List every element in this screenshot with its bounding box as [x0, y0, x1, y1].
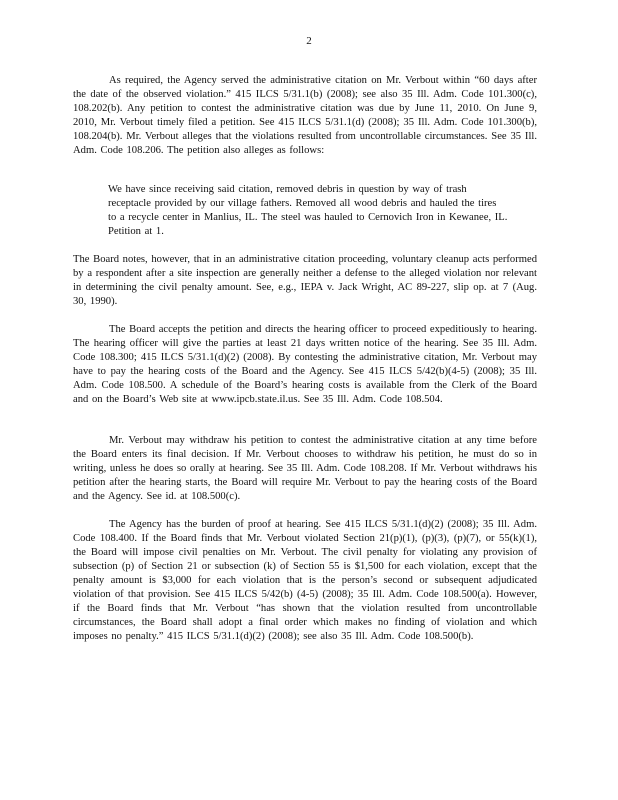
paragraph-board-notes: The Board notes, however, that in an administrative citation proceeding, voluntary cleanup acts performed by a respondent after a site inspection are generally neither a defense to the alleged violation nor relevant in determining the civil penalty amount. See, e.g., IEPA v. Jack Wright, AC 89-227, slip op. at 7 (Aug. 30, 1990). [73, 254, 537, 307]
paragraph-citation-service: As required, the Agency served the administrative citation on Mr. Verbout within “60 days after the date of the observed violation.” 415 ILCS 5/31.1(b) (2008); see also 35 Ill. Adm. Code 101.300(c), 108.202(b). Any petition to contest the administrative citation was due by June 11, 2010. On June 9, 2010, Mr. Verbout timely filed a petition. See 415 ILCS 5/31.1(d) (2008); 35 Ill. Adm. Code 101.300(b), 108.204(b). Mr. Verbout alleges that the violations resulted from uncontrollable circumstances. See 35 Ill. Adm. Code 108.206. The petition also alleges as follows: [73, 75, 537, 156]
paragraph-withdraw: Mr. Verbout may withdraw his petition to contest the administrative citation at any time before the Board enters its final decision. If Mr. Verbout chooses to withdraw his petition, he must do so in writing, unless he does so orally at hearing. See 35 Ill. Adm. Code 108.208. If Mr. Verbout withdraws his petition after the hearing starts, the Board will require Mr. Verbout to pay the hearing costs of the Board and the Agency. See id. at 108.500(c). [73, 435, 537, 502]
paragraph-burden-of-proof: The Agency has the burden of proof at hearing. See 415 ILCS 5/31.1(d)(2) (2008); 35 Ill. Adm. Code 108.400. If the Board finds that Mr. Verbout violated Section 21(p)(1), (p)(3), (p)(7), or 55(k)(1), the Board will impose civil penalties on Mr. Verbout. The civil penalty for violating any provision of subsection (p) of Section 21 or subsection (k) of Section 55 is $1,500 for each violation, except that the penalty amount is $3,000 for each violation that is the person’s second or subsequent adjudicated violation of that provision. See 415 ILCS 5/42(b) (4-5) (2008); 35 Ill. Adm. Code 108.500(a). However, if the Board finds that Mr. Verbout “has shown that the violation resulted from uncontrollable circumstances, the Board shall adopt a final order which makes no finding of violation and which imposes no penalty.” 415 ILCS 5/31.1(d)(2) (2008); see also 35 Ill. Adm. Code 108.500(b). [73, 519, 537, 642]
block-quote-petition: We have since receiving said citation, removed debris in question by way of trash receptacle provided by our village fathers. Removed all wood debris and hauled the tires to a recycle center in Manlius, IL. The steel was hauled to Cernovich Iron in Kewanee, IL. Petition at 1. [108, 184, 508, 237]
page-number: 2 [306, 35, 312, 47]
paragraph-hearing: The Board accepts the petition and directs the hearing officer to proceed expeditiously to hearing. The hearing officer will give the parties at least 21 days written notice of the hearing. See 35 Ill. Adm. Code 108.300; 415 ILCS 5/31.1(d)(2) (2008). By contesting the administrative citation, Mr. Verbout may have to pay the hearing costs of the Board and the Agency. See 415 ILCS 5/42(b)(4-5) (2008); 35 Ill. Adm. Code 108.500. A schedule of the Board’s hearing costs is available from the Clerk of the Board and on the Board’s Web site at www.ipcb.state.il.us. See 35 Ill. Adm. Code 108.504. [73, 324, 537, 405]
